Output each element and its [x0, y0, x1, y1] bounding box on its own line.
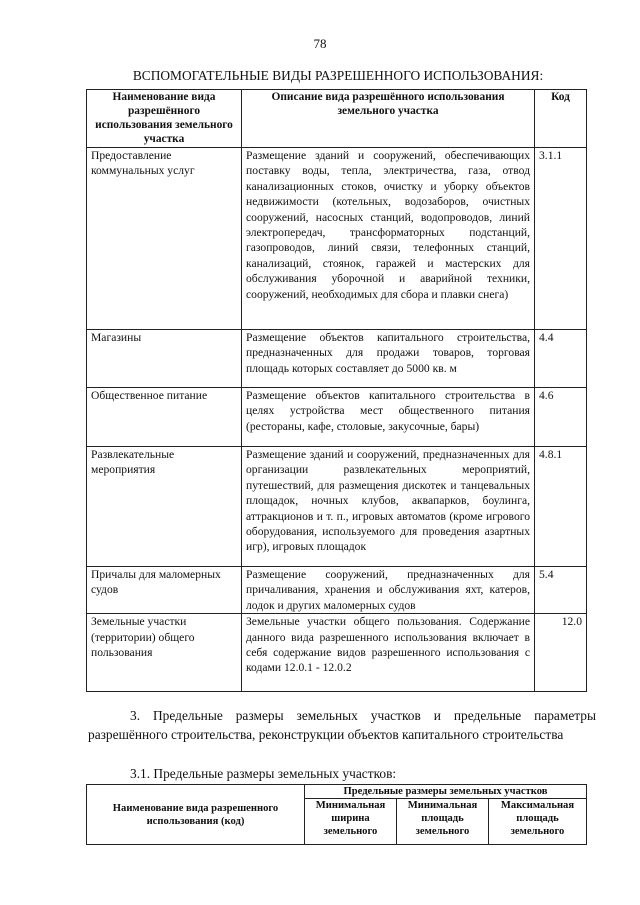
- header-description: Описание вида разрешённого использования земельного участка: [242, 90, 535, 148]
- row-description: Земельные участки общего пользования. Содержание данного вида разрешенного использования включает в себя содержание видов разрешенного использования с кодами 12.0.1 - 12.0.2: [242, 614, 535, 692]
- row-description: Размещение зданий и сооружений, обеспечивающих поставку воды, тепла, электричества, газа, отвод канализационных стоков, очистку и уборку объектов недвижимости (котельных, водозаборов, очистных сооружений, насосных станций, водопроводов, линий электропередач, трансформаторных подстанций, газопроводов, линий связи, телефонных станций, канализаций, стоянок, гаражей и мастерских для обслуживания уборочной и аварийной техники, сооружений, необходимых для сбора и плавки снега): [242, 148, 535, 330]
- header-name: Наименование вида разрешённого использования земельного участка: [87, 90, 242, 148]
- row-name: Развлекательные мероприятия: [87, 447, 242, 567]
- row-name: Магазины: [87, 330, 242, 388]
- row-code: 12.0: [535, 614, 587, 692]
- row-code: 4.8.1: [535, 447, 587, 567]
- page-number: 78: [313, 36, 327, 51]
- row-name: Земельные участки (территории) общего пользования: [87, 614, 242, 692]
- table-row: [87, 388, 587, 447]
- paragraph-limits: 3. Предельные размеры земельных участков и предельные параметры разрешённого строительства, реконструкции объектов капитального строительства: [88, 708, 596, 742]
- table-row: [87, 148, 587, 330]
- table-row: [87, 614, 587, 692]
- row-name: Общественное питание: [87, 388, 242, 447]
- header-min-area: Минимальная площадь земельного: [397, 799, 489, 845]
- row-description: Размещение объектов капитального строительства, предназначенных для продажи товаров, торговая площадь которых составляет до 5000 кв. м: [242, 330, 535, 388]
- row-description: Размещение сооружений, предназначенных для причаливания, хранения и обслуживания яхт, катеров, лодок и других маломерных судов: [242, 567, 535, 614]
- row-code: 5.4: [535, 567, 587, 614]
- header-min-width: Минимальная ширина земельного: [305, 799, 397, 845]
- table-row: [87, 567, 587, 614]
- row-code: 4.4: [535, 330, 587, 388]
- paragraph-plot-sizes: 3.1. Предельные размеры земельных участков:: [130, 766, 397, 781]
- table-row: [87, 447, 587, 567]
- table-row: [87, 330, 587, 388]
- header-plot-limits: Предельные размеры земельных участков: [305, 785, 587, 799]
- header-use-type: Наименование вида разрешенного использования (код): [87, 785, 305, 845]
- row-description: Размещение зданий и сооружений, предназначенных для организации развлекательных мероприятий, путешествий, для размещения дискотек и танцевальных площадок, ночных клубов, аквапарков, боулинга, аттракционов и т. п., игровых автоматов (кроме игрового оборудования, используемого для проведения азартных игр), игровых площадок: [242, 447, 535, 567]
- row-name: Причалы для маломерных судов: [87, 567, 242, 614]
- row-code: 3.1.1: [535, 148, 587, 330]
- plot-size-table: [86, 784, 587, 845]
- permitted-use-table: [86, 89, 587, 692]
- header-code: Код: [535, 90, 587, 148]
- section-title: ВСПОМОГАТЕЛЬНЫЕ ВИДЫ РАЗРЕШЕННОГО ИСПОЛЬЗОВАНИЯ:: [132, 68, 544, 83]
- row-description: Размещение объектов капитального строительства в целях устройства мест общественного питания (рестораны, кафе, столовые, закусочные, бары): [242, 388, 535, 447]
- header-max-area: Максимальная площадь земельного: [489, 799, 587, 845]
- row-name: Предоставление коммунальных услуг: [87, 148, 242, 330]
- row-code: 4.6: [535, 388, 587, 447]
